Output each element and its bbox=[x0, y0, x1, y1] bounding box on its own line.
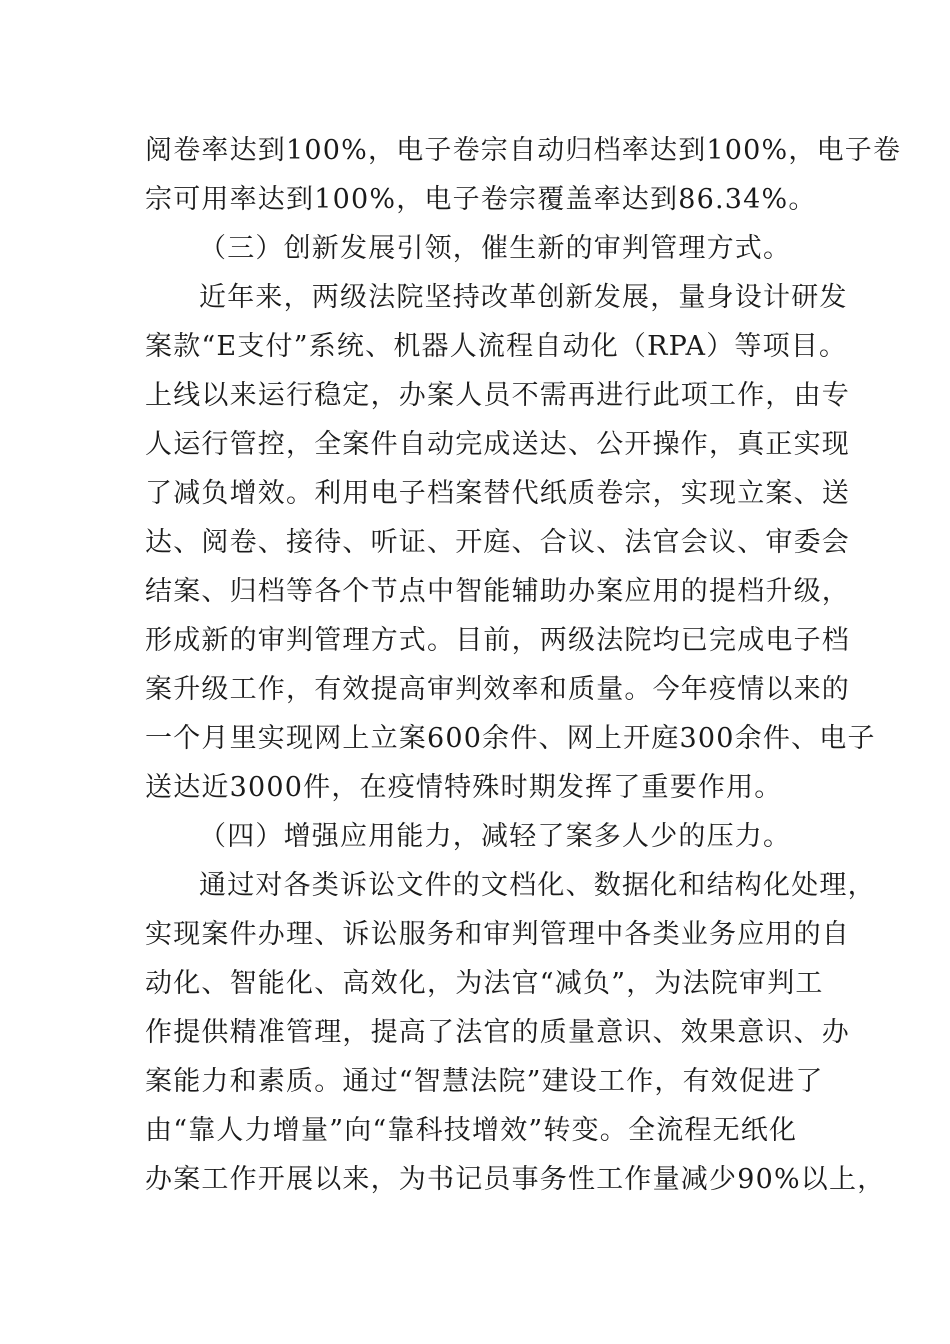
text-line: 案升级工作，有效提高审判效率和质量。今年疫情以来的 bbox=[145, 674, 850, 705]
paragraph-start: 通过对各类诉讼文件的文档化、数据化和结构化处理， bbox=[199, 870, 876, 901]
text-line: 结案、归档等各个节点中智能辅助办案应用的提档升级， bbox=[145, 576, 850, 607]
section-heading-four: （四）增强应用能力，减轻了案多人少的压力。 bbox=[199, 821, 792, 852]
text-line: 由“靠人力增量”向“靠科技增效”转变。全流程无纸化 bbox=[145, 1115, 798, 1146]
text-line: 形成新的审判管理方式。目前，两级法院均已完成电子档 bbox=[145, 625, 850, 656]
section-heading-three: （三）创新发展引领，催生新的审判管理方式。 bbox=[199, 233, 792, 264]
text-line: 动化、智能化、高效化，为法官“减负”，为法院审判工 bbox=[145, 968, 824, 999]
text-line: 宗可用率达到100%，电子卷宗覆盖率达到86.34%。 bbox=[145, 184, 817, 215]
text-line: 案能力和素质。通过“智慧法院”建设工作，有效促进了 bbox=[145, 1066, 824, 1097]
text-line: 人运行管控，全案件自动完成送达、公开操作，真正实现 bbox=[145, 429, 850, 460]
text-line: 办案工作开展以来，为书记员事务性工作量减少90%以上， bbox=[145, 1164, 886, 1195]
document-body bbox=[145, 126, 902, 1204]
text-line: 一个月里实现网上立案600余件、网上开庭300余件、电子 bbox=[145, 723, 876, 754]
text-line: 案款“E支付”系统、机器人流程自动化（RPA）等项目。 bbox=[145, 331, 848, 362]
text-line: 作提供精准管理，提高了法官的质量意识、效果意识、办 bbox=[145, 1017, 850, 1048]
text-line: 达、阅卷、接待、听证、开庭、合议、法官会议、审委会 bbox=[145, 527, 850, 558]
text-line: 送达近3000件，在疫情特殊时期发挥了重要作用。 bbox=[145, 772, 783, 803]
text-line: 上线以来运行稳定，办案人员不需再进行此项工作，由专 bbox=[145, 380, 850, 411]
text-line: 阅卷率达到100%，电子卷宗自动归档率达到100%，电子卷 bbox=[145, 135, 902, 166]
paragraph-start: 近年来，两级法院坚持改革创新发展，量身设计研发 bbox=[199, 282, 848, 313]
text-line: 了减负增效。利用电子档案替代纸质卷宗，实现立案、送 bbox=[145, 478, 850, 509]
text-line: 实现案件办理、诉讼服务和审判管理中各类业务应用的自 bbox=[145, 919, 850, 950]
